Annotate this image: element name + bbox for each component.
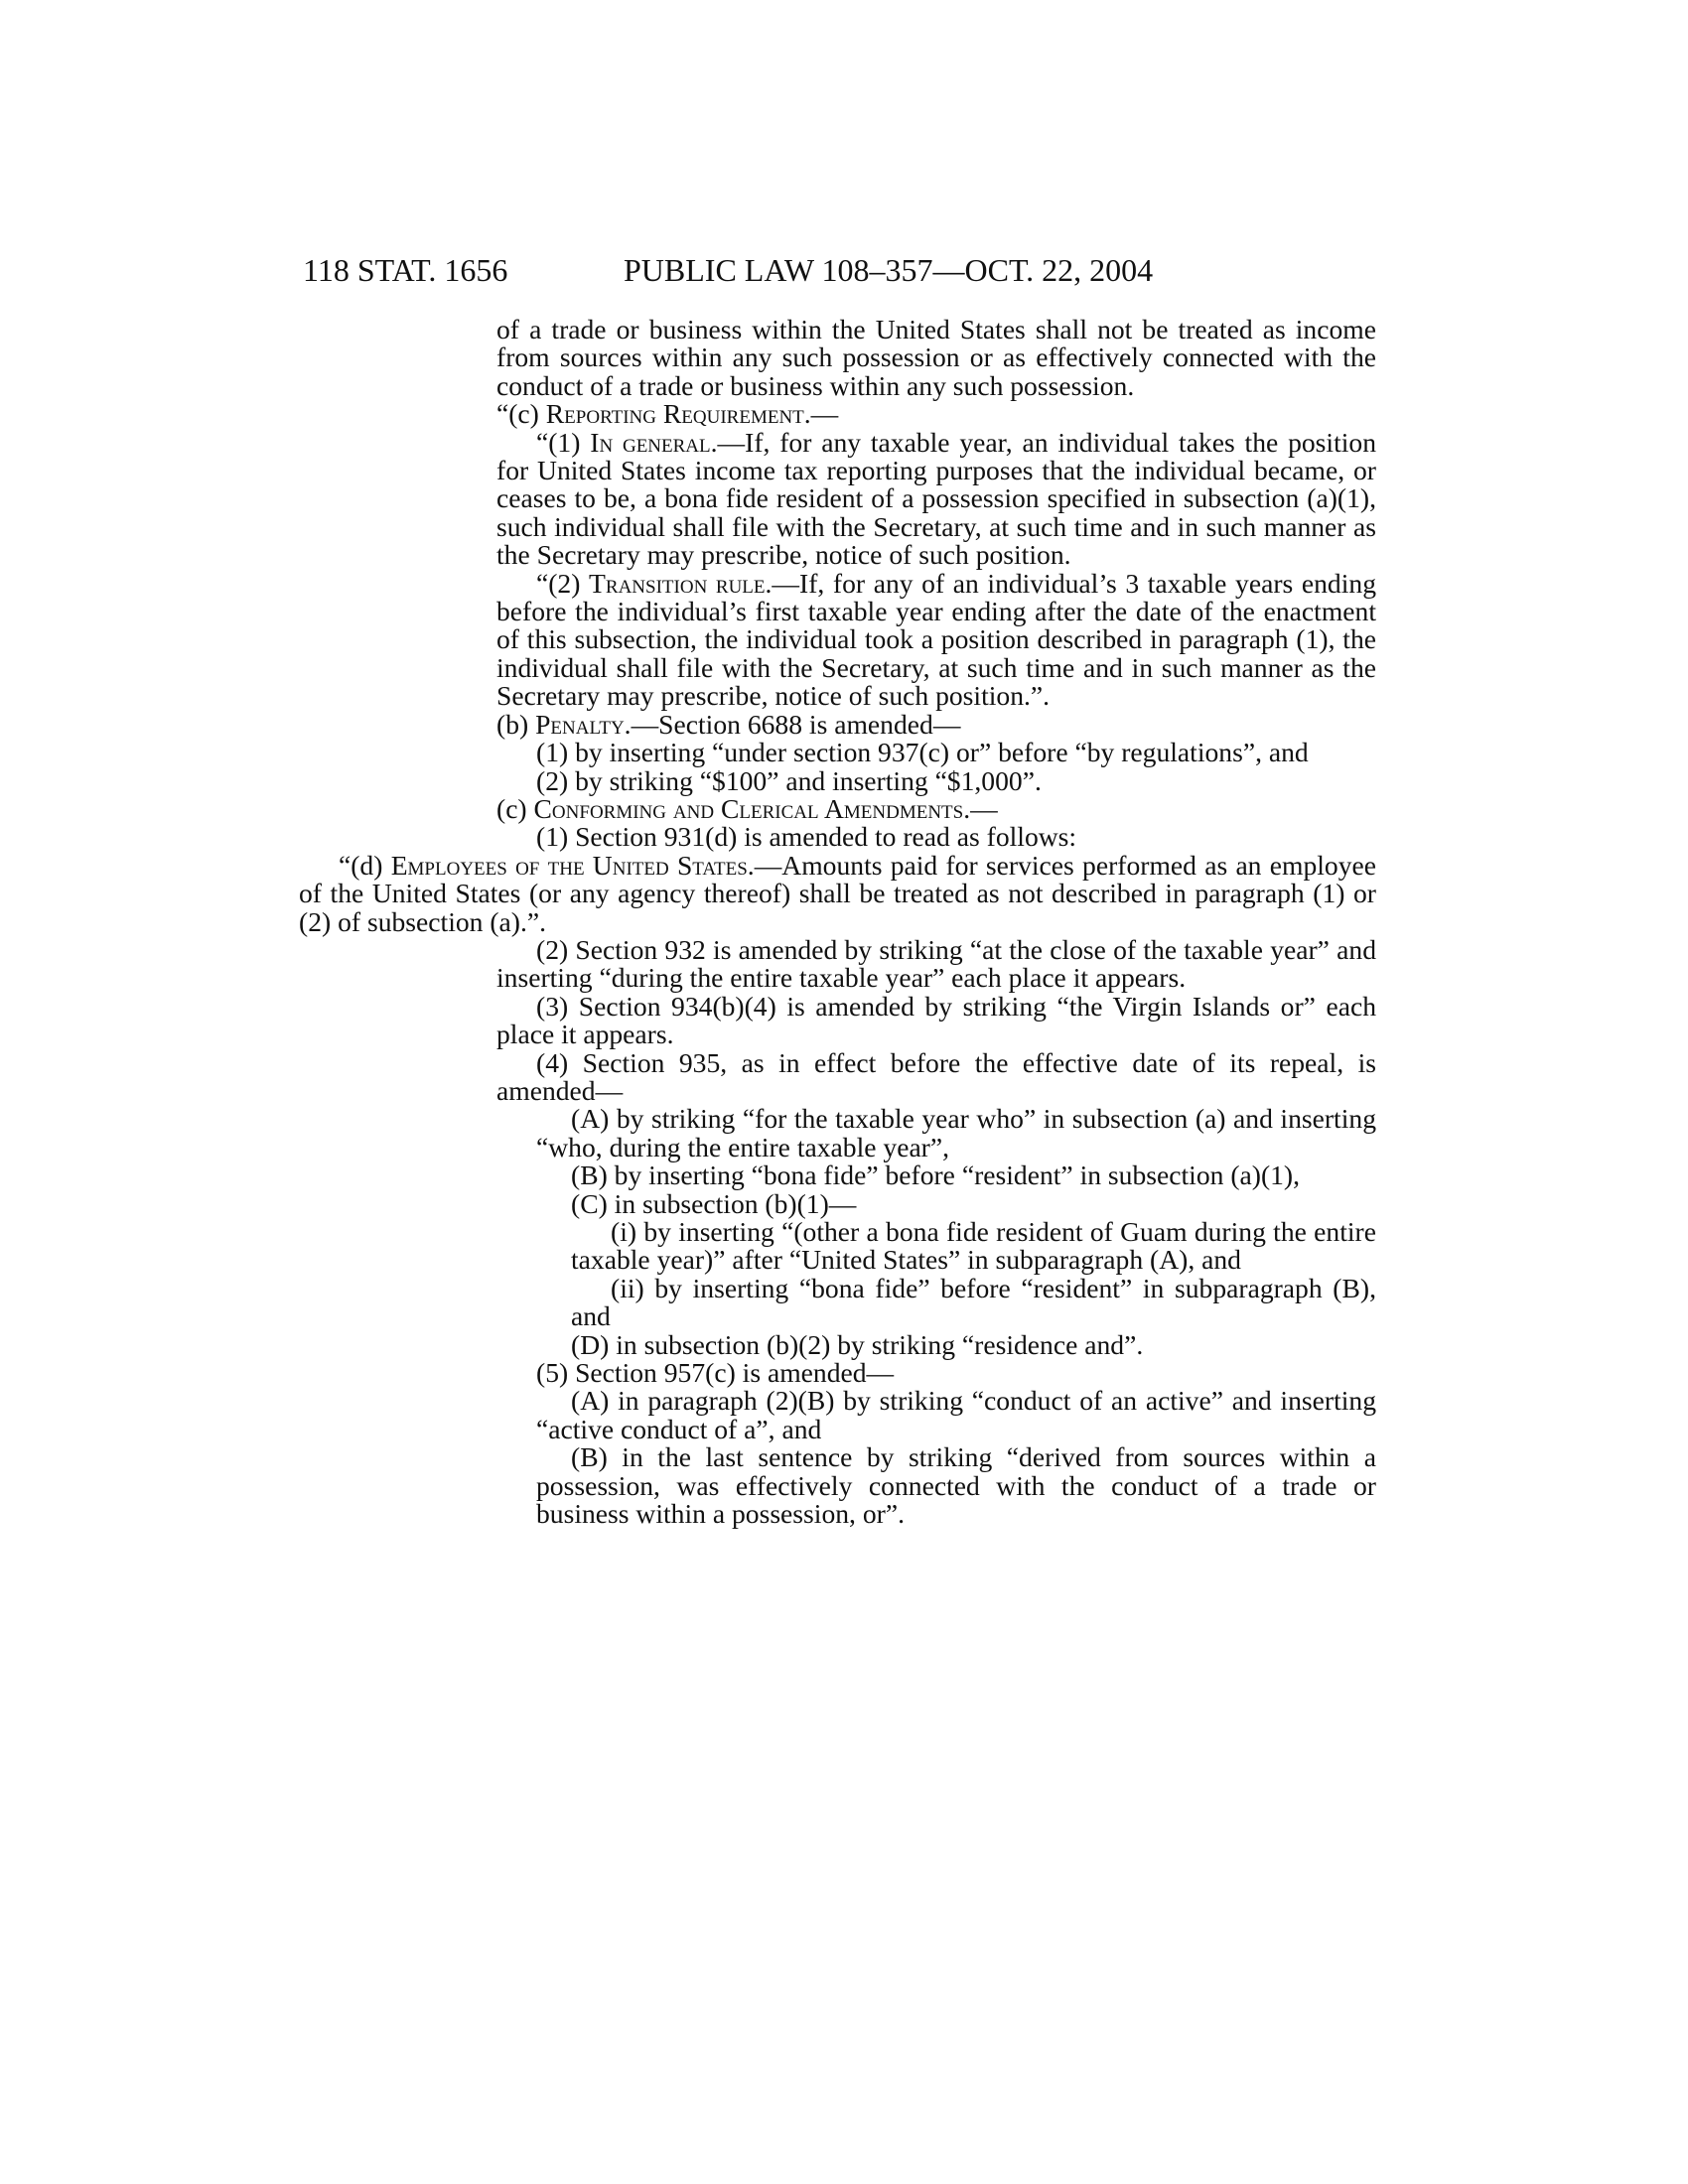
paragraph-cc2: (2) Section 932 is amended by striking “at the close of the taxable year” and inserting “during the entire taxable year” each place it appears. <box>496 933 1376 994</box>
quoted-d-label: “(d) <box>339 849 391 881</box>
subparagraph-cc4C: (C) in subsection (b)(1)— <box>571 1187 857 1219</box>
paragraph-c2 <box>496 567 1376 712</box>
paragraph-cc1: (1) Section 931(d) is amended to read as follows: <box>536 821 1077 853</box>
paragraph-c2-label: “(2) <box>536 567 590 599</box>
clause-cc4Cii: (ii) by inserting “bona fide” before “resident” in subparagraph (B), and <box>571 1272 1376 1332</box>
subparagraph-cc4D: (D) in subsection (b)(2) by striking “residence and”. <box>571 1328 1144 1360</box>
paragraph-c1-title: In general <box>590 426 711 458</box>
subparagraph-cc4B: (B) by inserting “bona fide” before “resident” in subsection (a)(1), <box>571 1160 1301 1191</box>
subsection-c-heading <box>496 400 1376 428</box>
subsection-b-text: .—Section 6688 is amended— <box>624 708 961 740</box>
paragraph-c1-label: “(1) <box>536 426 591 458</box>
subparagraph-cc4A: (A) by striking “for the taxable year who” in subsection (a) and inserting “who, during the entire taxable year”, <box>536 1103 1376 1162</box>
subparagraph-cc5B: (B) in the last sentence by striking “derived from sources within a possession, was effectively connected with the conduct of a trade or business within a possession, or”. <box>536 1441 1376 1530</box>
quoted-d-title: Employees of the United States <box>390 849 748 881</box>
document-body <box>299 314 1376 1530</box>
paragraph-c2-title: Transition rule <box>589 567 766 599</box>
paragraph-continuation: of a trade or business within the United States shall not be treated as income from sources within any such possession or as effectively connected with the conduct of a trade or business within any such possession. <box>496 314 1376 401</box>
subsection-cc-title: Conforming and Clerical Amendments <box>533 792 964 824</box>
paragraph-cc5: (5) Section 957(c) is amended— <box>536 1357 895 1389</box>
paragraph-b2: (2) by striking “$100” and inserting “$1,000”. <box>536 764 1042 796</box>
subsection-b-title: Penalty <box>535 708 625 740</box>
paragraph-c2-text: .—If, for any of an individual’s 3 taxable years ending before the individual’s first taxable year ending after the date of the enactment of this subsection, the individual took a position described in paragraph (1), the individual shall file with the Secretary, at such time and in such manner as the Secretary may prescribe, notice of such position.”. <box>496 567 1376 712</box>
subsection-b-label: (b) <box>496 708 536 740</box>
subsection-cc-dash: .— <box>963 792 998 824</box>
paragraph-c1-text: .—If, for any taxable year, an individual takes the position for United States income tax reporting purposes that the individual became, or ceases to be, a bona fide resident of a possession specified in subsection (a)(1), such individual shall file with the Secretary, at such time and in such manner as the Secretary may prescribe, notice of such position. <box>496 426 1376 571</box>
subsection-cc-label: (c) <box>496 792 534 824</box>
statute-citation: 118 STAT. 1656 <box>303 252 508 288</box>
subsection-c-dash: .— <box>803 398 839 430</box>
public-law-title: PUBLIC LAW 108–357—OCT. 22, 2004 <box>624 252 1154 288</box>
page-header <box>0 250 1688 290</box>
paragraph-b1: (1) by inserting “under section 937(c) or” before “by regulations”, and <box>536 737 1309 768</box>
subsection-cc-heading <box>496 792 1376 824</box>
clause-cc4Ci: (i) by inserting “(other a bona fide resident of Guam during the entire taxable year)” after “United States” in subparagraph (A), and <box>571 1216 1376 1276</box>
paragraph-c1 <box>496 426 1376 571</box>
subparagraph-cc5A: (A) in paragraph (2)(B) by striking “conduct of an active” and inserting “active conduct of a”, and <box>536 1385 1376 1444</box>
subsection-c-title: Reporting Requirement <box>545 398 804 430</box>
paragraph-cc4: (4) Section 935, as in effect before the effective date of its repeal, is amended— <box>496 1046 1376 1106</box>
paragraph-cc3: (3) Section 934(b)(4) is amended by striking “the Virgin Islands or” each place it appears. <box>496 990 1376 1050</box>
quoted-subsection-d <box>299 849 1376 937</box>
subsection-c-label: “(c) <box>496 398 546 430</box>
quoted-d-text: .—Amounts paid for services performed as an employee of the United States (or any agency thereof) shall be treated as not described in paragraph (1) or (2) of subsection (a).”. <box>299 849 1376 937</box>
subsection-b <box>496 708 1376 740</box>
